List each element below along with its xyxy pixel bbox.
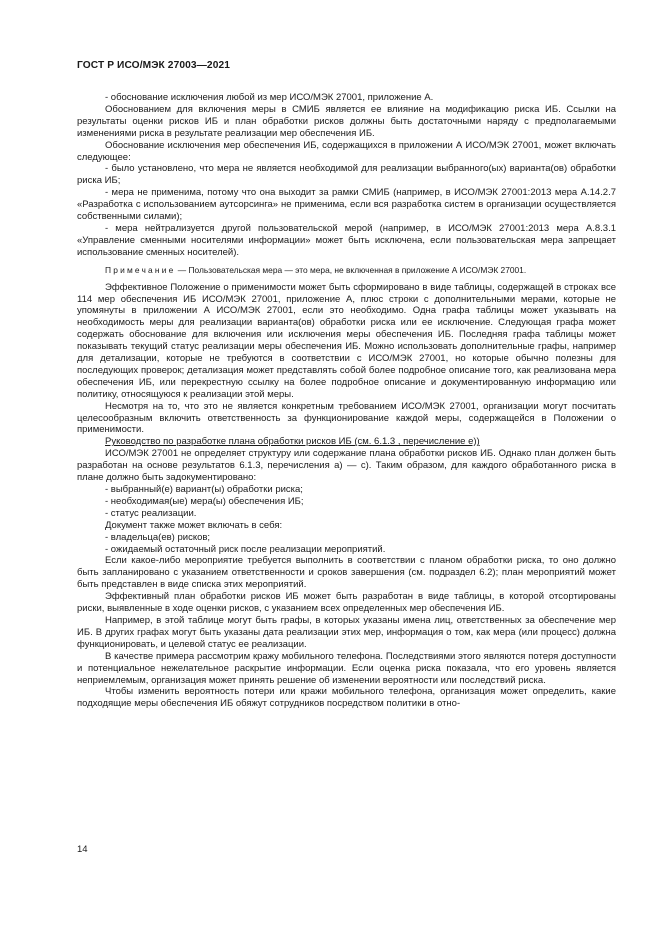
paragraph: - мера нейтрализуется другой пользовательской мерой (например, в ИСО/МЭК 27001:2013 мера А.8.3.1 «Управление сменными носителями информации» может быть исключена, если пользовательская мера запрещает использование сменных носителей). xyxy=(77,222,616,258)
paragraph: Например, в этой таблице могут быть графы, в которых указаны имена лиц, ответственных за обеспечение мер ИБ. В других графах могут быть указаны дата реализации этих мер, информация о том, как мера (или процесс) должна функционировать, и целевой статус ее реализации. xyxy=(77,614,616,650)
paragraph: Несмотря на то, что это не является конкретным требованием ИСО/МЭК 27001, организации могут посчитать целесообразным включить ответственность за функционирование каждой меры, содержащейся в Положении о применимости. xyxy=(77,400,616,436)
paragraph: Если какое-либо мероприятие требуется выполнить в соответствии с планом обработки риска, то оно должно быть запланировано с указанием ответственности и сроков завершения (см. подраздел 6.2); план мероприятий может быть представлен в виде списка этих мероприятий. xyxy=(77,555,616,591)
paragraph: Обоснованием для включения меры в СМИБ является ее влияние на модификацию риска ИБ. Ссылки на результаты оценки рисков ИБ и план обработки рисков должны быть достаточными наряду с предполагаемыми изменениями риска в результате реализации мер обеспечения ИБ. xyxy=(77,103,616,139)
list-item: - статус реализации. xyxy=(105,507,197,519)
paragraph: В качестве примера рассмотрим кражу мобильного телефона. Последствиями этого являются потеря доступности и потенциальное нежелательное раскрытие информации. Если оценка риска показала, что его уровень является неприемлемым, организация может принять решение об изменении вероятности или последствий риска. xyxy=(77,650,616,686)
list-item: - ожидаемый остаточный риск после реализации мероприятий. xyxy=(105,543,386,555)
paragraph: - мера не применима, потому что она выходит за рамки СМИБ (например, в ИСО/МЭК 27001:2013 мера А.14.2.7 «Разработка с использованием аутсорсинга» не применима, если вся разработка систем в организации осуществляется собственными силами); xyxy=(77,187,616,223)
subheading-text: Руководство по разработке плана обработки рисков ИБ (см. 6.1.3 , перечисление е)) xyxy=(105,436,480,448)
paragraph: Чтобы изменить вероятность потери или кражи мобильного телефона, организация может определить, какие подходящие меры обеспечения ИБ обяжут сотрудников посредством политики в отно- xyxy=(77,686,616,710)
document-body xyxy=(77,92,616,710)
paragraph: - обоснование исключения любой из мер ИСО/МЭК 27001, приложение А. xyxy=(105,92,434,103)
paragraph: - было установлено, что мера не является необходимой для реализации выбранного(ых) варианта(ов) обработки риска ИБ; xyxy=(77,163,616,187)
paragraph: Документ также может включать в себя: xyxy=(105,519,283,531)
paragraph: ИСО/МЭК 27001 не определяет структуру или содержание плана обработки рисков ИБ. Однако план должен быть разработан на основе результатов 6.1.3, перечисления а) — с). Таким образом, для каждого обработанного риска в плане должно быть задокументировано: xyxy=(77,448,616,484)
list-item: - выбранный(е) вариант(ы) обработки риска; xyxy=(105,484,303,495)
paragraph: Эффективное Положение о применимости может быть сформировано в виде таблицы, содержащей в строках все 114 мер обеспечения ИБ ИСО/МЭК 27001, приложение А, плюс строки с дополнительными мерами, которые не упомянуты в приложении А ИСО/МЭК 27001, если это необходимо. Одна графа таблицы может указывать на необходимость меры для реализации варианта(ов) обработки риска или ее исключение. Следующая графа может содержать обоснование для включения или исключения меры обеспечения ИБ. Последняя графа таблицы может показывать текущий статус реализации меры обеспечения ИБ. Можно использовать дополнительные графы, например для детализации, которые не требуются в соответствии с ИСО/МЭК 27001, но которые обычно полезны для последующих проверок; детализация может представлять собой более подробное описание того, как реализована мера обеспечения ИБ, или перекрестную ссылку на более подробное описание и документированную информацию или политику, относящуюся к реализации этой меры. xyxy=(77,281,616,400)
subheading xyxy=(77,436,616,448)
list-item: - владельца(ев) рисков; xyxy=(105,531,211,543)
paragraph: Обоснование исключения мер обеспечения ИБ, содержащихся в приложении А ИСО/МЭК 27001, может включать следующее: xyxy=(77,139,616,163)
note-label: Примечание xyxy=(105,264,176,275)
page-number: 14 xyxy=(77,844,88,855)
note-text: — Пользовательская мера — это мера, не включенная в приложение А ИСО/МЭК 27001. xyxy=(175,264,527,275)
note xyxy=(77,265,616,277)
paragraph: Эффективный план обработки рисков ИБ может быть разработан в виде таблицы, в которой отсортированы риски, выявленные в ходе оценки рисков, с указанием всех определенных мер обеспечения ИБ. xyxy=(77,591,616,615)
list-item: - необходимая(ые) мера(ы) обеспечения ИБ; xyxy=(105,495,304,507)
document-header: ГОСТ Р ИСО/МЭК 27003—2021 xyxy=(77,60,230,71)
